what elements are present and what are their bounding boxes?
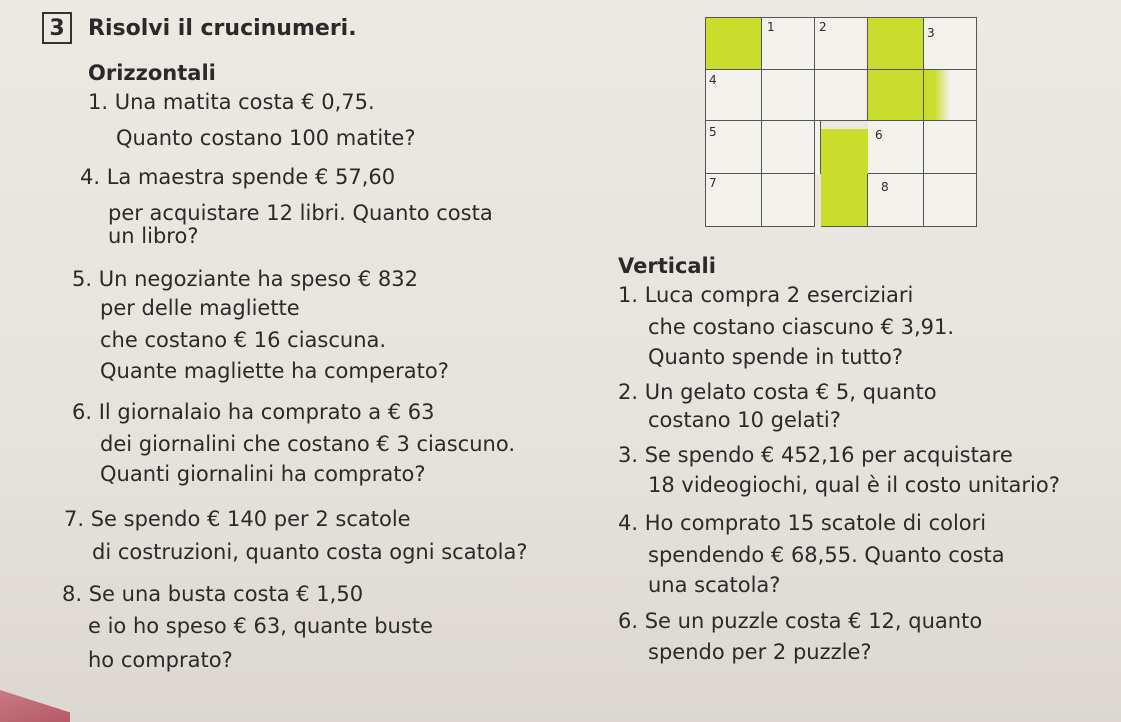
grid-clue-number: 5 <box>709 125 717 139</box>
grid-clue-number: 1 <box>767 20 775 34</box>
horizontal-clue-line: 8. Se una busta costa € 1,50 <box>62 582 364 606</box>
grid-clue-number: 3 <box>927 26 935 40</box>
grid-cell[interactable] <box>868 174 924 227</box>
vertical-clue-line: 18 videogiochi, qual è il costo unitario? <box>648 473 1060 497</box>
exercise-title: Risolvi il crucinumeri. <box>88 16 357 41</box>
horizontal-clue-line: 6. Il giornalaio ha comprato a € 63 <box>72 400 435 424</box>
grid-cell[interactable] <box>762 121 815 174</box>
grid-cell[interactable] <box>924 17 977 70</box>
grid-cell-strip <box>815 121 821 174</box>
exercise-number: 3 <box>42 12 72 44</box>
horizontal-clue-line: che costano € 16 ciascuna. <box>100 328 387 352</box>
grid-clue-number: 7 <box>709 176 717 190</box>
horizontal-clue-line: per acquistare 12 libri. Quanto costa <box>108 201 493 225</box>
vertical-clue-line: 2. Un gelato costa € 5, quanto <box>618 380 937 404</box>
grid-cell-shaded <box>868 17 924 70</box>
horizontal-clue-line: un libro? <box>108 224 199 248</box>
grid-cell-shaded <box>868 70 924 121</box>
horizontal-clue-line: 4. La maestra spende € 57,60 <box>80 165 396 189</box>
grid-cell[interactable] <box>815 70 868 121</box>
vertical-clue-line: Quanto spende in tutto? <box>648 345 904 369</box>
horizontal-clue-line: ho comprato? <box>88 648 233 672</box>
grid-cell-partial-shaded <box>924 70 977 121</box>
horizontal-clue-line: 1. Una matita costa € 0,75. <box>88 90 375 114</box>
vertical-clue-line: 3. Se spendo € 452,16 per acquistare <box>618 443 1013 467</box>
horizontal-clue-line: di costruzioni, quanto costa ogni scatola? <box>92 540 528 564</box>
vertical-clue-line: che costano ciascuno € 3,91. <box>648 315 955 339</box>
grid-clue-number: 8 <box>881 180 889 194</box>
horizontal-clue-line: 7. Se spendo € 140 per 2 scatole <box>64 507 411 531</box>
crossnumber-grid <box>705 17 977 227</box>
horizontal-clue-line: dei giornalini che costano € 3 ciascuno. <box>100 432 516 456</box>
horizontal-clue-line: 5. Un negoziante ha speso € 832 <box>72 267 418 291</box>
grid-cell[interactable] <box>762 174 815 227</box>
horizontal-clue-line: Quante magliette ha comperato? <box>100 359 449 383</box>
horizontal-clue-line: e io ho speso € 63, quante buste <box>88 614 433 638</box>
vertical-heading: Verticali <box>618 254 716 278</box>
vertical-clue-line: costano 10 gelati? <box>648 408 841 432</box>
grid-clue-number: 4 <box>709 73 717 87</box>
vertical-clue-line: 6. Se un puzzle costa € 12, quanto <box>618 609 983 633</box>
horizontal-clue-line: Quanti giornalini ha comprato? <box>100 462 426 486</box>
grid-clue-number: 2 <box>819 20 827 34</box>
page-corner-decoration <box>0 690 70 722</box>
grid-cell[interactable] <box>924 121 977 174</box>
grid-cell[interactable] <box>924 174 977 227</box>
horizontal-clue-line: per delle magliette <box>100 296 300 320</box>
horizontal-heading: Orizzontali <box>88 61 216 85</box>
vertical-clue-line: 1. Luca compra 2 eserciziari <box>618 283 914 307</box>
grid-cell-shaded <box>821 174 868 227</box>
grid-clue-number: 6 <box>875 128 883 142</box>
grid-cell-shaded <box>705 17 762 70</box>
horizontal-clue-line: Quanto costano 100 matite? <box>116 126 416 150</box>
grid-cell-shaded <box>821 129 868 174</box>
grid-cell[interactable] <box>762 70 815 121</box>
vertical-clue-line: spendo per 2 puzzle? <box>648 640 872 664</box>
vertical-clue-line: spendendo € 68,55. Quanto costa <box>648 543 1005 567</box>
vertical-clue-line: 4. Ho comprato 15 scatole di colori <box>618 511 987 535</box>
vertical-clue-line: una scatola? <box>648 573 781 597</box>
